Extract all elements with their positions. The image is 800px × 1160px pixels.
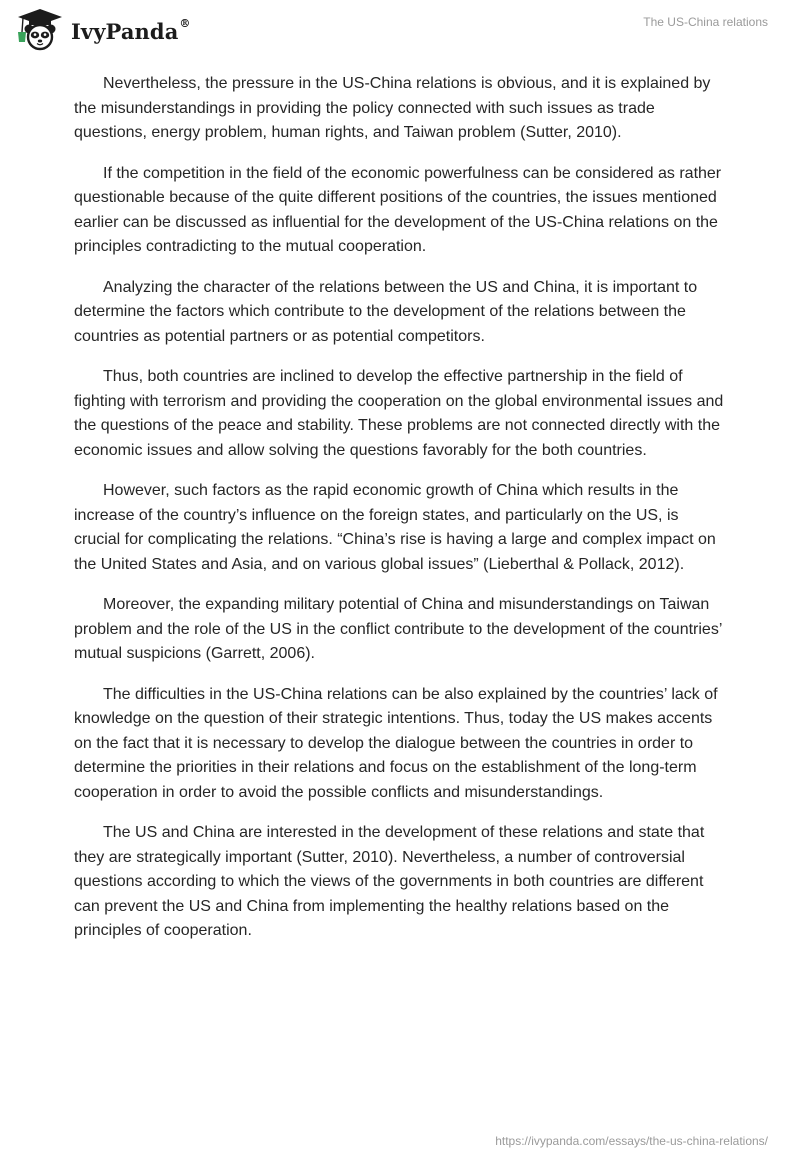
panda-graduate-icon	[14, 8, 66, 52]
paragraph: Thus, both countries are inclined to develop the effective partnership in the field of fighting with terrorism and providing the cooperation on the global environmental issues and the questions of the peace and stability. These problems are not connected directly with the economic issues and allow solving the questions favorably for the both countries.	[74, 368, 724, 459]
page-header	[0, 0, 800, 60]
paragraph: If the competition in the field of the economic powerfulness can be considered as rather questionable because of the quite different positions of the countries, the issues mentioned earlier can be discussed as influential for the development of the US-China relations on the principles contradicting to the mutual cooperation.	[74, 164, 722, 255]
paragraph: However, such factors as the rapid economic growth of China which results in the increase of the country’s influence on the foreign states, and particularly on the US, is crucial for complicating the relations. “China’s rise is having a large and complex impact on the United States and Asia, and on various global issues” (Lieberthal & Pollack, 2012).	[74, 482, 716, 573]
document-title: The US-China relations	[643, 15, 768, 29]
logo[interactable]	[14, 8, 191, 52]
paragraph: Analyzing the character of the relations between the US and China, it is important to determine the factors which contribute to the development of the relations between the countries as potential partners or as potential competitors.	[74, 278, 698, 345]
source-url[interactable]: https://ivypanda.com/essays/the-us-china-relations/	[495, 1134, 768, 1148]
brand-name: IvyPanda®	[71, 16, 191, 44]
essay-body	[74, 72, 724, 960]
paragraph: Nevertheless, the pressure in the US-China relations is obvious, and it is explained by the misunderstandings in providing the policy connected with such issues as trade questions, energy problem, human rights, and Taiwan problem (Sutter, 2010).	[74, 75, 711, 141]
paragraph: The difficulties in the US-China relations can be also explained by the countries’ lack of knowledge on the question of their strategic intentions. Thus, today the US makes accents on the fact that it is necessary to develop the dialogue between the countries in order to determine the priorities in their relations and focus on the establishment of the long-term cooperation in order to avoid the possible conflicts and misunderstandings.	[74, 685, 718, 801]
paragraph: Moreover, the expanding military potential of China and misunderstandings on Taiwan problem and the role of the US in the conflict contribute to the development of the countries’ mutual suspicions (Garrett, 2006).	[74, 596, 722, 662]
registered-mark: ®	[179, 16, 191, 30]
paragraph: The US and China are interested in the development of these relations and state that they are strategically important (Sutter, 2010). Nevertheless, a number of controversial questions according to which the views of the governments in both countries are different can prevent the US and China from implementing the healthy relations based on the principles of cooperation.	[74, 824, 705, 939]
